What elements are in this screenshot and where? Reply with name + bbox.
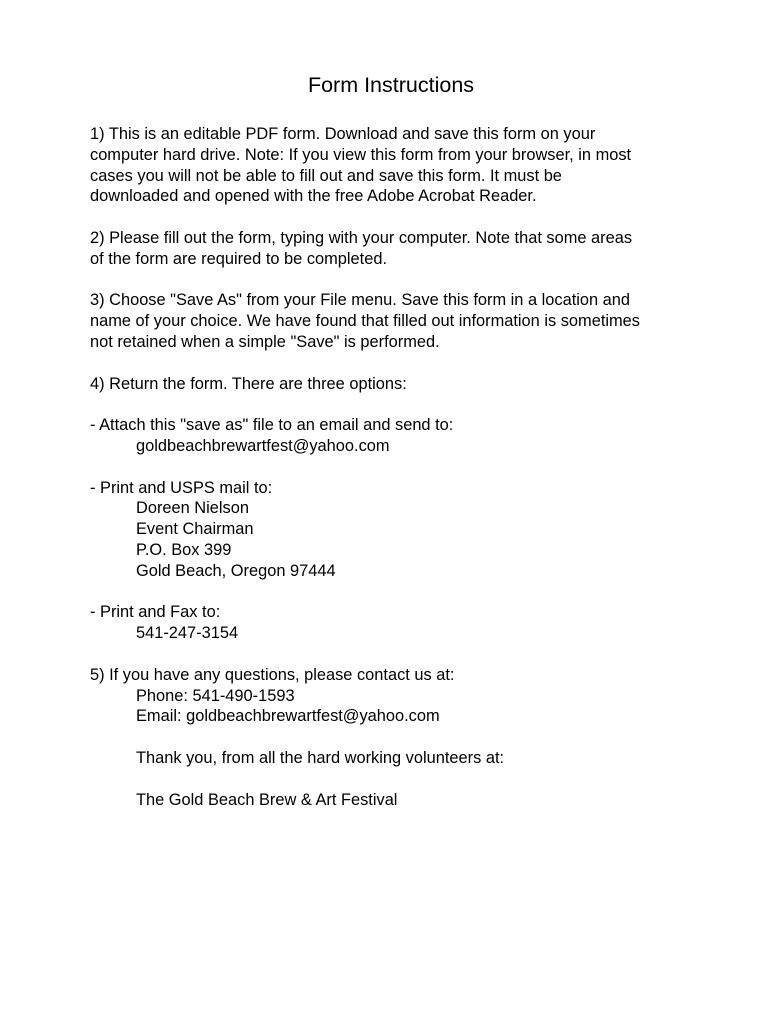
email-option-label: - Attach this "save as" file to an email and send to:	[90, 416, 454, 435]
step-3	[90, 290, 730, 352]
instructions-body	[90, 124, 730, 810]
blank-line	[90, 582, 730, 603]
step-5-intro: 5) If you have any questions, please contact us at:	[90, 665, 455, 684]
closing	[90, 748, 730, 810]
step-1-line: 1) This is an editable PDF form. Download and save this form on your	[90, 125, 596, 143]
blank-line	[90, 727, 730, 748]
blank-line	[90, 394, 730, 415]
page-title: Form Instructions	[307, 73, 475, 97]
mail-address-name: Doreen Nielson	[136, 499, 249, 518]
contact-email: Email: goldbeachbrewartfest@yahoo.com	[136, 707, 440, 726]
step-1-line: downloaded and opened with the free Adobe Acrobat Reader.	[90, 187, 537, 206]
email-option-address: goldbeachbrewartfest@yahoo.com	[136, 436, 390, 455]
step-1-line: cases you will not be able to fill out and save this form. It must be	[90, 166, 562, 185]
blank-line	[90, 769, 730, 790]
contact-phone: Phone: 541-490-1593	[136, 686, 295, 705]
mail-option-label: - Print and USPS mail to:	[90, 478, 273, 497]
fax-number: 541-247-3154	[136, 624, 239, 643]
step-1	[90, 124, 730, 207]
mail-address-box: P.O. Box 399	[136, 540, 232, 559]
blank-line	[90, 270, 730, 291]
blank-line	[90, 207, 730, 228]
fax-option-label: - Print and Fax to:	[90, 603, 221, 622]
blank-line	[90, 353, 730, 374]
step-3-line: 3) Choose "Save As" from your File menu. Save this form in a location and	[90, 291, 631, 310]
step-2-line: 2) Please fill out the form, typing with your computer. Note that some areas	[90, 228, 633, 247]
mail-address-title: Event Chairman	[136, 520, 254, 539]
step-4-intro: 4) Return the form. There are three options:	[90, 374, 407, 393]
closing-thanks: Thank you, from all the hard working volunteers at:	[136, 748, 505, 767]
step-3-line: name of your choice. We have found that filled out information is sometimes	[90, 312, 640, 331]
step-4	[90, 374, 730, 644]
blank-line	[90, 457, 730, 478]
closing-organization: The Gold Beach Brew & Art Festival	[136, 790, 398, 809]
blank-line	[90, 644, 730, 665]
step-2	[90, 228, 730, 270]
step-5	[90, 665, 730, 727]
step-3-line: not retained when a simple "Save" is performed.	[90, 332, 440, 351]
mail-address-city: Gold Beach, Oregon 97444	[136, 561, 336, 580]
step-2-line: of the form are required to be completed.	[90, 249, 388, 268]
step-1-line: computer hard drive. Note: If you view this form from your browser, in most	[90, 145, 632, 164]
